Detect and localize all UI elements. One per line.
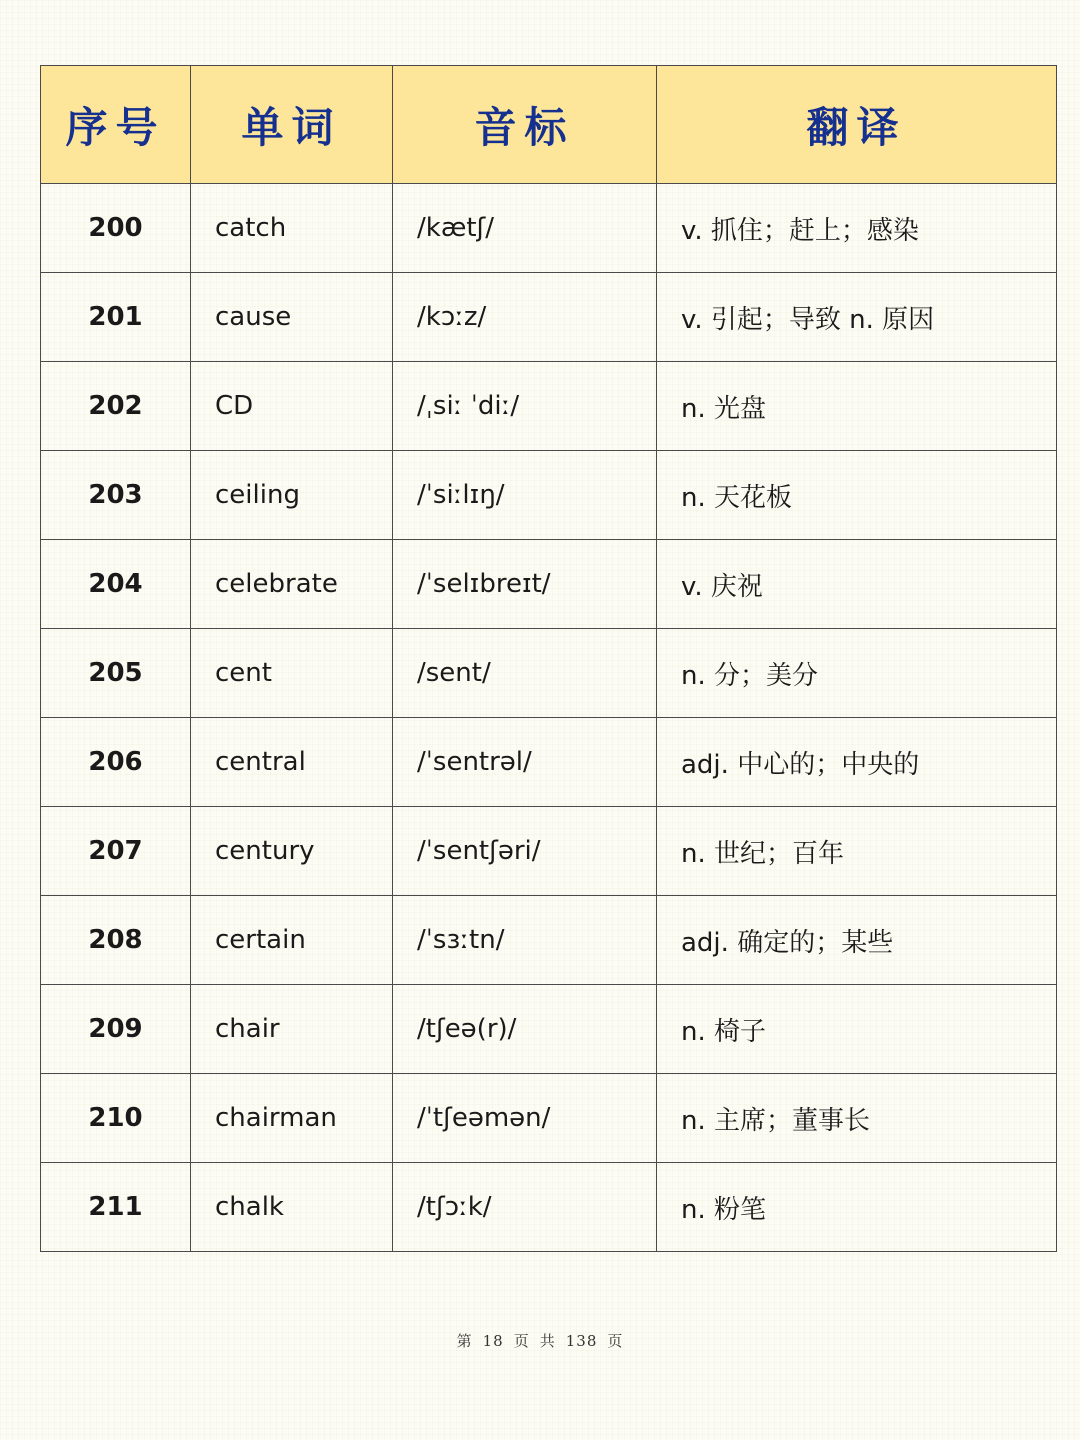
row-word: central (191, 718, 393, 807)
total-pages: 138 (565, 1332, 598, 1350)
header-number: 序号 (41, 66, 191, 184)
row-translation: n. 分；美分 (657, 629, 1057, 718)
page-number: 18 (482, 1332, 504, 1350)
row-phonetic: /ˈsentrəl/ (393, 718, 657, 807)
table-row (41, 985, 1057, 1074)
row-number: 211 (41, 1163, 191, 1252)
table-row (41, 896, 1057, 985)
row-word: ceiling (191, 451, 393, 540)
row-translation: n. 世纪；百年 (657, 807, 1057, 896)
header-translation: 翻译 (657, 66, 1057, 184)
row-phonetic: /kɔːz/ (393, 273, 657, 362)
table-row (41, 540, 1057, 629)
row-phonetic: /ˈtʃeəmən/ (393, 1074, 657, 1163)
row-word: chairman (191, 1074, 393, 1163)
row-word: cent (191, 629, 393, 718)
table-row (41, 273, 1057, 362)
row-translation: n. 主席；董事长 (657, 1074, 1057, 1163)
row-number: 210 (41, 1074, 191, 1163)
row-translation: n. 天花板 (657, 451, 1057, 540)
header-phonetic: 音标 (393, 66, 657, 184)
row-phonetic: /ˈsentʃəri/ (393, 807, 657, 896)
row-number: 206 (41, 718, 191, 807)
row-phonetic: /ˌsiː ˈdiː/ (393, 362, 657, 451)
footer-total-unit: 页 (607, 1332, 624, 1350)
row-number: 205 (41, 629, 191, 718)
row-translation: n. 光盘 (657, 362, 1057, 451)
row-word: CD (191, 362, 393, 451)
row-word: chair (191, 985, 393, 1074)
row-word: cause (191, 273, 393, 362)
header-word: 单词 (191, 66, 393, 184)
header-row (41, 66, 1057, 184)
row-number: 204 (41, 540, 191, 629)
row-phonetic: /ˈselɪbreɪt/ (393, 540, 657, 629)
table-row (41, 362, 1057, 451)
page-footer (0, 1330, 1080, 1351)
row-word: century (191, 807, 393, 896)
table-row (41, 807, 1057, 896)
footer-page-unit: 页 (513, 1332, 530, 1350)
row-translation: adj. 确定的；某些 (657, 896, 1057, 985)
row-phonetic: /sent/ (393, 629, 657, 718)
row-translation: v. 引起；导致 n. 原因 (657, 273, 1057, 362)
row-translation: n. 粉笔 (657, 1163, 1057, 1252)
row-phonetic: /ˈsɜːtn/ (393, 896, 657, 985)
table-body (41, 184, 1057, 1252)
row-number: 209 (41, 985, 191, 1074)
row-phonetic: /tʃɔːk/ (393, 1163, 657, 1252)
table-row (41, 629, 1057, 718)
row-number: 201 (41, 273, 191, 362)
row-number: 207 (41, 807, 191, 896)
row-phonetic: /ˈsiːlɪŋ/ (393, 451, 657, 540)
table-row (41, 184, 1057, 273)
row-number: 208 (41, 896, 191, 985)
row-word: celebrate (191, 540, 393, 629)
row-phonetic: /tʃeə(r)/ (393, 985, 657, 1074)
row-word: certain (191, 896, 393, 985)
row-translation: v. 庆祝 (657, 540, 1057, 629)
row-translation: v. 抓住；赶上；感染 (657, 184, 1057, 273)
vocabulary-table (40, 65, 1057, 1252)
row-number: 202 (41, 362, 191, 451)
row-number: 203 (41, 451, 191, 540)
table-row (41, 1163, 1057, 1252)
row-translation: n. 椅子 (657, 985, 1057, 1074)
footer-total-prefix: 共 (539, 1332, 556, 1350)
row-word: catch (191, 184, 393, 273)
row-translation: adj. 中心的；中央的 (657, 718, 1057, 807)
row-word: chalk (191, 1163, 393, 1252)
table-row (41, 1074, 1057, 1163)
table-header (41, 66, 1057, 184)
row-number: 200 (41, 184, 191, 273)
row-phonetic: /kætʃ/ (393, 184, 657, 273)
table-row (41, 718, 1057, 807)
table-row (41, 451, 1057, 540)
footer-prefix: 第 (456, 1332, 473, 1350)
